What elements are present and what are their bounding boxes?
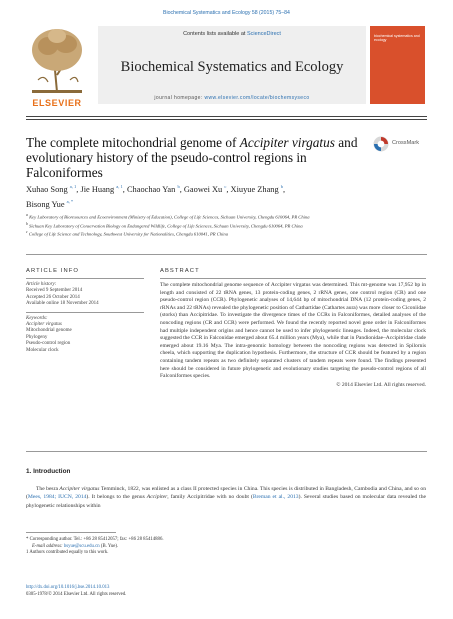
online-date: Available online 18 November 2014: [26, 301, 99, 307]
keyword: Pseudo-control region: [26, 341, 71, 347]
journal-title: Biochemical Systematics and Ecology: [120, 59, 344, 75]
corresponding-author-note: * Corresponding author. Tel.: +86 28 85412057; fax: +86 28 85414886.: [26, 537, 164, 542]
keyword: Phylogeny: [26, 334, 48, 340]
section-divider: [26, 254, 427, 255]
journal-homepage: journal homepage: www.elsevier.com/locate/biochemsyseco: [154, 95, 310, 101]
article-title: The complete mitochondrial genome of Accipiter virgatus and evolutionary history of the pseudo-control regions in Falconiformes: [26, 135, 358, 181]
author[interactable]: Xiuyue Zhang $^b$,: [230, 184, 286, 194]
section-divider: [26, 451, 427, 452]
abstract: [160, 268, 426, 388]
crossmark-label: CrossMark: [392, 140, 420, 146]
citation-link[interactable]: Breman et al., 2013: [252, 494, 299, 501]
doi-link[interactable]: http://dx.doi.org/10.1016/j.bse.2014.10.013: [26, 585, 110, 590]
equal-contribution-note: 1 Authors contributed equally to this work.: [26, 550, 109, 556]
crossmark-button[interactable]: [373, 136, 431, 152]
sciencedirect-link[interactable]: ScienceDirect: [246, 31, 281, 37]
author[interactable]: Jie Huang $^{a, 1}$,: [80, 184, 127, 194]
journal-cover-thumbnail: [370, 26, 425, 104]
history-label: Article history:: [26, 282, 57, 287]
elsevier-tree-logo: [26, 20, 88, 110]
keyword: Mitochondrial genome: [26, 328, 72, 334]
citation-link[interactable]: Mees, 1984; IUCN, 2014: [27, 494, 87, 501]
author[interactable]: Gaowei Xu $^c$,: [183, 184, 231, 194]
accepted-date: Accepted 26 October 2014: [26, 294, 80, 300]
affiliation-b: $^b$ Sichuan Key Laboratory of Conservation Biology on Endangered Wildlife, College of Life Sciences, Sichuan University, Chengdu 610064, PR China: [26, 221, 303, 229]
contents-available: Contents lists available at ScienceDirect: [183, 31, 281, 37]
elsevier-wordmark: ELSEVIER: [32, 98, 82, 108]
masthead-divider-thin: [26, 119, 427, 120]
affiliations: [26, 212, 426, 238]
keyword: Molecular clock: [26, 347, 59, 353]
article-info: [26, 268, 144, 354]
keywords-label: Keywords:: [26, 315, 48, 321]
email-link[interactable]: bsyue@scu.edu.cn: [63, 543, 100, 549]
abstract-divider: [160, 278, 426, 279]
crossmark-icon: [373, 136, 389, 152]
masthead-divider: [26, 116, 427, 117]
doi-block: [26, 585, 326, 599]
masthead: [26, 20, 427, 115]
keyword: Accipiter virgatus: [26, 322, 62, 328]
footnotes: [26, 537, 426, 557]
info-divider: [26, 312, 144, 313]
affiliation-a: $^a$ Key Laboratory of Bioresources and Ecoenvironment (Ministry of Education), College of Life Sciences, Sichuan University, Chengdu 610064, PR China: [26, 213, 310, 220]
introduction-paragraph: The besra Accipiter virgatus Temminck, 1822, was enlisted as a class II protected species in China. This species is distributed in Bangladesh, Cambodia and China, and so on (Mees, 1984; IUCN, 2014). It belongs to the genus Accipiter, family Accipitridae with no doubt (Breman et al., 2013). Several studies based on molecular data revealed the phylogenetic relationships within: [26, 486, 427, 509]
article-info-heading: ARTICLE INFO: [26, 268, 80, 274]
abstract-text: The complete mitochondrial genome sequence of Accipiter virgatus was determined. This mt-genome was 17,952 bp in length and consisted of 22 tRNA genes, 13 protein-coding genes, 2 rRNA genes, one control region (CR) and one pseudo-control region (CCR). Phylogenetic analyses of 14,644 bp of mitochondrial DNA (12 protein-coding genes, 2 rRNAs and 22 tRNAs) revealed the phylogenetic position of Cathartidae (Cathartes aura) was more closer to Ciconiidae (storks) than Accipitridae. To investigate the divergence times of the CCRs in Falconiformes, detailed analyses of the noncoding regions (CR and CCR) were performed. We found the recently reported novel gene order in Falconiformes had multiple independent origins and hence cannot be used to infer phylogenetic lineages. Indeed, the molecular clock suggested the CCR in Falconidae emerged about 65.4 million years (Mya), while that in Pandionidae–Accipitridae clade emerged about 19.16 Mya. The intra-genomic homology between the noncoding regions was detected in Spilornis cheela, which supporting the duplication hypothesis. Furthermore, the structure of CCR should be featured by a region containing tandem repeats as two definitely separated clusters of tandem repeats were found. The findings presented here should be considered in future phylogenetic and evolutionary studies targeting the pseudo-control regions of all Falconiformes species.: [160, 282, 426, 380]
received-date: Received 9 September 2014: [26, 288, 83, 294]
journal-reference[interactable]: Biochemical Systematics and Ecology 58 (2015) 75–84: [163, 10, 290, 16]
author[interactable]: Xuhao Song $^{a, 1}$,: [26, 184, 81, 194]
author[interactable]: Chaochao Yan $^b$,: [126, 184, 184, 194]
cover-title: biochemical systematics and ecology: [374, 34, 420, 43]
email-note: E-mail address: bsyue@scu.edu.cn (B. Yue).: [32, 543, 119, 549]
footnote-divider: [26, 532, 116, 533]
homepage-link[interactable]: www.elsevier.com/locate/biochemsyseco: [204, 95, 310, 101]
author-list: [26, 181, 426, 212]
journal-banner: [98, 26, 366, 104]
abstract-heading: ABSTRACT: [160, 268, 200, 274]
introduction-heading: 1. Introduction: [26, 468, 71, 475]
info-divider: [26, 278, 144, 279]
author[interactable]: Bisong Yue $^{a, *}$: [26, 199, 74, 210]
issn-line: 0305-1978/© 2014 Elsevier Ltd. All rights reserved.: [26, 591, 127, 597]
copyright: © 2014 Elsevier Ltd. All rights reserved.: [336, 381, 426, 388]
affiliation-c: $^c$ College of Life Science and Technology, Southwest University for Nationalities, Chengdu 610041, PR China: [26, 230, 228, 237]
